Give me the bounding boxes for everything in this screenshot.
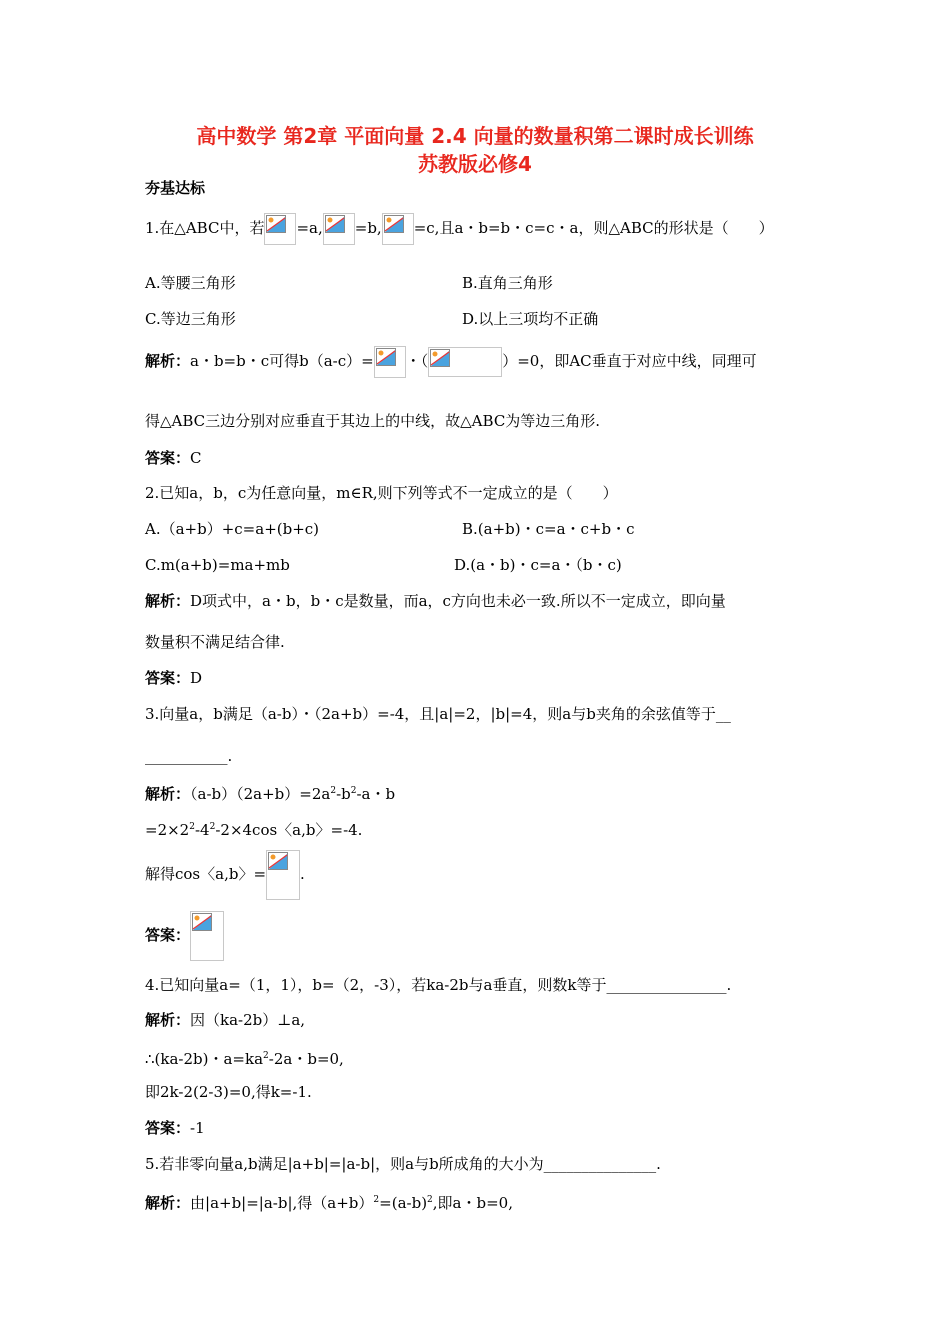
q3-answer: [145, 910, 224, 961]
q4-answer: [145, 1117, 205, 1139]
answer-label: 答案：: [145, 1119, 191, 1137]
q1-analysis-line1: [145, 346, 757, 378]
answer-label: 答案：: [145, 669, 191, 687]
broken-image-icon: [266, 850, 300, 900]
q4-analysis-line2: [145, 1045, 344, 1070]
q4-analysis-line3: 即2k-2(2-3)=0,得k=-1.: [145, 1083, 312, 1101]
q3-stem: 3.向量a，b满足（a-b）・（2a+b）=-4，且|a|=2，|b|=4，则a与b夹角的余弦值等于__: [145, 705, 731, 723]
analysis-label: 解析：: [145, 1194, 191, 1212]
answer-label: 答案：: [145, 926, 191, 944]
q3-blank: ___________.: [145, 747, 233, 765]
q5-analysis-text: =(a-b): [379, 1194, 428, 1212]
q4-analysis-text: -2a・b=0,: [268, 1050, 344, 1068]
q1-analysis-text: ）=0，即AC垂直于对应中线，同理可: [502, 352, 757, 370]
q4-analysis-line1: [145, 1009, 305, 1031]
q2-analysis-line1: [145, 590, 726, 612]
q2-option-a: A.（a+b）+c=a+(b+c): [145, 520, 320, 538]
broken-image-icon: [264, 213, 296, 245]
broken-image-icon: [428, 347, 502, 377]
q2-answer: [145, 667, 202, 689]
q3-analysis-text: =2×2: [145, 821, 190, 839]
q3-analysis-text: -4: [194, 821, 210, 839]
q1-option-a: A.等腰三角形: [145, 274, 236, 292]
q2-option-d: D.(a・b)・c=a・（b・c): [454, 556, 622, 574]
analysis-label: 解析：: [145, 592, 191, 610]
q5-stem: 5.若非零向量a,b满足|a+b|=|a-b|，则a与b所成角的大小为_______________.: [145, 1155, 661, 1173]
superscript: 2: [209, 822, 216, 832]
answer-label: 答案：: [145, 449, 191, 467]
broken-image-icon: [190, 911, 224, 961]
section-heading: 夯基达标: [145, 179, 206, 197]
q1-answer: [145, 447, 202, 469]
q1-analysis-text: ・（: [405, 352, 429, 370]
q1-stem-text: =b,: [354, 219, 382, 237]
broken-image-icon: [374, 346, 406, 378]
doc-title-line1: 高中数学 第2章 平面向量 2.4 向量的数量积第二课时成长训练: [196, 124, 754, 148]
q1-stem-text: =a,: [296, 219, 323, 237]
q3-analysis-text: -2×4cos〈a,b〉=-4.: [215, 821, 363, 839]
superscript: 2: [373, 1195, 380, 1205]
superscript: 2: [330, 786, 337, 796]
q4-analysis-text: 因（ka-2b）⊥a,: [190, 1011, 306, 1029]
q1-stem-text: =c,且a・b=b・c=c・a，则△ABC的形状是（ ）: [413, 219, 774, 237]
q3-analysis-text: -b: [336, 785, 351, 803]
q1-option-b: B.直角三角形: [462, 274, 553, 292]
answer-value: D: [190, 669, 203, 687]
q3-analysis-text: -a・b: [356, 785, 396, 803]
q2-analysis-line2: 数量积不满足结合律.: [145, 633, 285, 651]
superscript: 2: [263, 1051, 269, 1061]
broken-image-icon: [323, 213, 355, 245]
q2-option-c: C.m(a+b)=ma+mb: [145, 556, 290, 574]
q3-analysis-line2: [145, 816, 362, 841]
superscript: 2: [189, 822, 195, 832]
q5-analysis-text: 由|a+b|=|a-b|,得（a+b）: [190, 1194, 374, 1212]
q2-stem: 2.已知a，b，c为任意向量，m∈R,则下列等式不一定成立的是（ ）: [145, 484, 618, 502]
doc-title-line2: 苏教版必修4: [418, 152, 532, 176]
q5-analysis-line1: [145, 1189, 513, 1214]
q3-analysis-text: 解得cos〈a,b〉=: [145, 865, 267, 883]
answer-value: -1: [190, 1119, 205, 1137]
q2-option-b: B.(a+b)・c=a・c+b・c: [462, 520, 635, 538]
answer-value: C: [190, 449, 202, 467]
q1-stem-text: 1.在△ABC中，若: [145, 219, 265, 237]
analysis-label: 解析：: [145, 785, 191, 803]
q2-analysis-text: D项式中，a・b，b・c是数量，而a，c方向也未必一致.所以不一定成立，即向量: [190, 592, 726, 610]
q3-analysis-line1: [145, 780, 395, 805]
superscript: 2: [427, 1195, 433, 1205]
q1-analysis-text: a・b=b・c可得b（a-c）=: [190, 352, 374, 370]
q3-analysis-text: .: [300, 865, 305, 883]
superscript: 2: [350, 786, 357, 796]
analysis-label: 解析：: [145, 1011, 191, 1029]
q3-analysis-line3: [145, 849, 305, 900]
q1-analysis-line2: 得△ABC三边分别对应垂直于其边上的中线，故△ABC为等边三角形.: [145, 412, 601, 430]
q4-stem: 4.已知向量a=（1，1），b=（2，-3），若ka-2b与a垂直，则数k等于________________.: [145, 976, 732, 994]
q3-analysis-text: （a-b）（2a+b）=2a: [190, 785, 331, 803]
q1-option-d: D.以上三项均不正确: [462, 310, 599, 328]
q5-analysis-text: ,即a・b=0,: [432, 1194, 513, 1212]
q1-stem: [145, 213, 774, 245]
analysis-label: 解析：: [145, 352, 191, 370]
q4-analysis-text: ∴(ka-2b)・a=ka: [145, 1050, 264, 1068]
broken-image-icon: [382, 213, 414, 245]
q1-option-c: C.等边三角形: [145, 310, 236, 328]
